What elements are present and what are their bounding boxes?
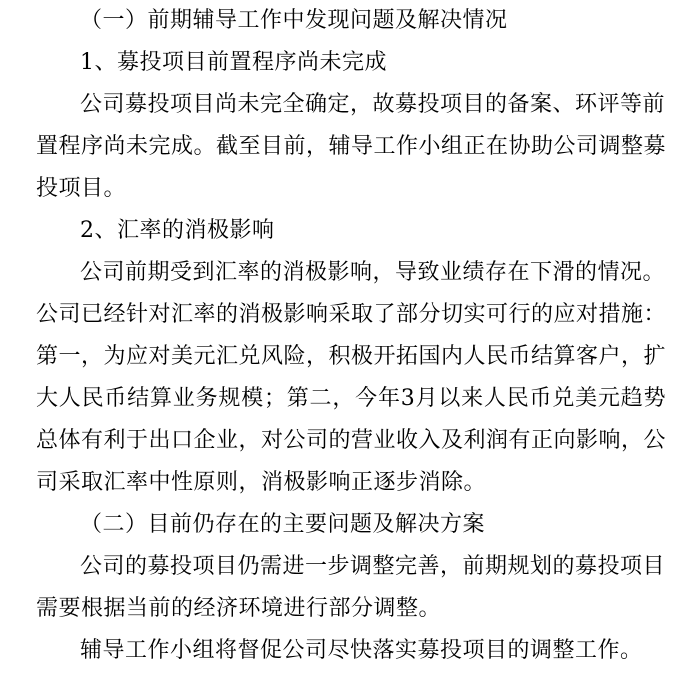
paragraph-line: 大人民币结算业务规模；第二，今年3月以来人民币兑美元趋势 [36, 386, 666, 411]
paragraph-line: 公司募投项目尚未完全确定，故募投项目的备案、环评等前 [80, 92, 666, 117]
section-heading-2: （二）目前仍存在的主要问题及解决方案 [80, 512, 486, 537]
paragraph-line: 总体有利于出口企业，对公司的营业收入及利润有正向影响，公 [36, 428, 667, 453]
paragraph-line: 司采取汇率中性原则，消极影响正逐步消除。 [36, 470, 487, 495]
subheading-2: 2、汇率的消极影响 [80, 218, 275, 243]
paragraph-line: 置程序尚未完成。截至目前，辅导工作小组正在协助公司调整募 [36, 134, 667, 159]
section-heading-1: （一）前期辅导工作中发现问题及解决情况 [80, 8, 508, 33]
paragraph-line: 辅导工作小组将督促公司尽快落实募投项目的调整工作。 [80, 638, 643, 663]
paragraph-line: 投项目。 [36, 176, 127, 201]
paragraph-line: 公司前期受到汇率的消极影响，导致业绩存在下滑的情况。 [80, 260, 666, 285]
subheading-1: 1、募投项目前置程序尚未完成 [80, 50, 387, 75]
paragraph-line: 需要根据当前的经济环境进行部分调整。 [36, 596, 442, 621]
paragraph-line: 公司的募投项目仍需进一步调整完善，前期规划的募投项目 [80, 554, 666, 579]
paragraph-line: 公司已经针对汇率的消极影响采取了部分切实可行的应对措施： [36, 302, 667, 327]
paragraph-line: 第一，为应对美元汇兑风险，积极开拓国内人民币结算客户，扩 [36, 344, 667, 369]
